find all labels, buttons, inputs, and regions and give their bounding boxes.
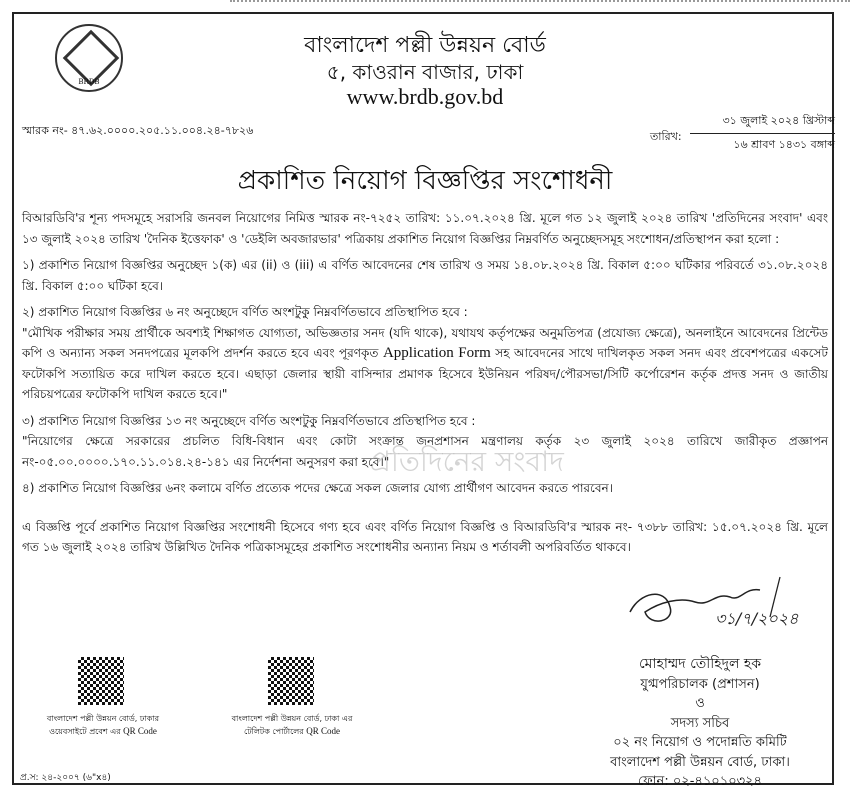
qr-caption-teletalk [207, 712, 377, 738]
teletalk-qr-code[interactable] [268, 657, 314, 705]
signatory-role: সদস্য সচিব [670, 715, 730, 731]
print-reference: প্র.স: ২৪-২০০৭ (৬"x৪) [20, 773, 111, 783]
date-gregorian: ৩১ জুলাই ২০২৪ খ্রিস্টাব্দ [690, 112, 835, 134]
date-label: তারিখ: [650, 130, 682, 143]
signatory-name: মোহাম্মদ তৌহিদুল হক [638, 656, 762, 672]
date-block [690, 112, 835, 155]
qr-caption-line1: বাংলাদেশ পল্লী উন্নয়ন বোর্ড, ঢাকার [46, 714, 160, 723]
qr-caption-website [18, 712, 188, 738]
memo-number: স্মারক নং- ৪৭.৬২.০০০০.২০৫.১১.০০৪.২৪-৭৮২৬ [22, 124, 254, 137]
item-4: ৪) প্রকাশিত নিয়োগ বিজ্ঞপ্তির ৬নং কলামে বর্ণিত প্রত্যেক পদের ক্ষেত্রে সকল জেলার যোগ্য প্রার্থীগণ আবেদন করতে পারবেন। [22, 481, 613, 495]
item-2-quote-english: Application Form [382, 345, 491, 361]
signatory-and: ও [695, 696, 705, 711]
item-3-quote: "নিয়োগের ক্ষেত্রে সরকারের প্রচলিত বিধি-বিধান এবং কোটা সংক্রান্ত জনপ্রশাসন মন্ত্রণালয় কর্তৃক ২৩ জুলাই ২০২৪ তারিখে জারীকৃত প্রজ্ঞাপন নং-০৫.০০.০০০০.১৭০.১১.০১৪.২৪-১৪১ এর নির্দেশনা অনুসরণ করা হবে।" [22, 434, 828, 469]
signatory-phone: ফোন: ০২-৪১০১০৩২৪ [638, 774, 762, 789]
logo-text: BRDB [78, 78, 100, 86]
item-2 [22, 302, 828, 405]
qr-caption-suffix: QR Code [306, 726, 340, 736]
signature-date: ৩১/৭/২০২৪ [715, 609, 799, 628]
notice-body [22, 208, 828, 564]
qr-caption-line2: ওয়েবসাইটে প্রবেশ এর [49, 727, 121, 736]
item-1: ১) প্রকাশিত নিয়োগ বিজ্ঞপ্তির অনুচ্ছেদ ১(ক) এর (ii) ও (iii) এ বর্ণিত আবেদনের শেষ তারিখ ও সময় ১৪.০৮.২০২৪ খ্রি. বিকাল ৫:০০ ঘটিকার পরিবর্তে ৩১.০৮.২০২৪ খ্রি. বিকাল ৫:০০ ঘটিকা হবে। [22, 258, 828, 293]
item-2-quote-a: "মৌখিক পরীক্ষার সময় প্রার্থীকে অবশ্যই শিক্ষাগত যোগ্যতা, অভিজ্ঞতার সনদ (যদি থাকে), যথাযথ কর্তৃপক্ষের অনুমতিপত্র (প্রযোজ্য ক্ষেত্রে), অনলাইনে আবেদনের প্রিন্টেড কপি ও অন্যান্য সকল সনদপত্রের মূলকপি প্রদর্শন করতে হবে এবং পূরণকৃত [22, 325, 828, 360]
org-name: বাংলাদেশ পল্লী উন্নয়ন বোর্ড [304, 33, 546, 58]
closing-paragraph: এ বিজ্ঞপ্তি পূর্বে প্রকাশিত নিয়োগ বিজ্ঞপ্তির সংশোধনী হিসেবে গণ্য হবে এবং বর্ণিত নিয়োগ বিজ্ঞপ্তি ও বিআরডিবি'র স্মারক নং- ৭৩৮৮ তারিখ: ১৫.০৭.২০২৪ খ্রি. মূলে গত ১৬ জুলাই ২০২৪ তারিখ উল্লিখিত দৈনিক পত্রিকাসমূহের প্রকাশিত সংশোধনীর অন্যান্য নিয়ম ও শর্তাবলী অপরিবর্তিত থাকবে। [22, 519, 828, 554]
org-address: ৫, কাওরান বাজার, ঢাকা [326, 60, 524, 84]
newspaper-watermark: প্রতিদিনের সংবাদ [370, 445, 564, 478]
item-2-heading: ২) প্রকাশিত নিয়োগ বিজ্ঞপ্তির ৬ নং অনুচ্ছেদে বর্ণিত অংশটুকু নিম্নবর্ণিতভাবে প্রতিস্থাপিত হবে : [22, 305, 468, 319]
signatory-org: বাংলাদেশ পল্লী উন্নয়ন বোর্ড, ঢাকা। [610, 754, 790, 770]
website-qr-code[interactable] [78, 657, 124, 705]
qr-caption-line2: টেলিটক পোর্টালের [244, 727, 304, 736]
item-3-heading: ৩) প্রকাশিত নিয়োগ বিজ্ঞপ্তির ১৩ নং অনুচ্ছেদে বর্ণিত অংশটুকু নিম্নবর্ণিতভাবে প্রতিস্থাপিত হবে : [22, 413, 476, 428]
notice-title: প্রকাশিত নিয়োগ বিজ্ঞপ্তির সংশোধনী [237, 166, 613, 196]
item-2-quote-b: সহ আবেদনের সাথে দাখিলকৃত সকল সনদ এবং প্রবেশপত্রের একসেট ফটোকপি সত্যায়িত করে দাখিল করতে হবে। এছাড়া জেলার স্থায়ী বাসিন্দার প্রমাণক হিসেবে ইউনিয়ন পরিষদ/পৌরসভা/সিটি কর্পোরেশন কর্তৃক প্রদত্ত সনদ ও জাতীয় পরিচয়পত্রের ফটোকপি দাখিল করতে হবে।" [22, 346, 828, 401]
signatory-designation: যুগ্মপরিচালক (প্রশাসন) [640, 676, 760, 692]
org-website: www.brdb.gov.bd [346, 84, 504, 109]
date-bangla: ১৬ শ্রাবণ ১৪৩১ বঙ্গাব্দ [733, 138, 835, 151]
qr-caption-suffix: QR Code [123, 726, 157, 736]
handwritten-signature [620, 572, 800, 638]
intro-paragraph: বিআরডিবি'র শূন্য পদসমূহে সরাসরি জনবল নিয়োগের নিমিত্ত স্মারক নং-৭২৫২ তারিখ: ১১.০৭.২০২৪ খ্রি. মূলে গত ১২ জুলাই ২০২৪ তারিখ 'প্রতিদিনের সংবাদ' এবং ১৩ জুলাই ২০২৪ তারিখ 'দৈনিক ইত্তেফাক' ও 'ডেইলি অবজারভার' পত্রিকায় প্রকাশিত নিয়োগ বিজ্ঞপ্তির নিম্নবর্ণিত অনুচ্ছেদসমূহ সংশোধন/প্রতিস্থাপন করা হলো : [22, 211, 828, 246]
signatory-committee: ০২ নং নিয়োগ ও পদোন্নতি কমিটি [613, 735, 787, 750]
qr-caption-line1: বাংলাদেশ পল্লী উন্নয়ন বোর্ড, ঢাকা এর [231, 714, 353, 723]
top-edge-dotted [230, 0, 850, 6]
signatory-block [570, 655, 830, 792]
